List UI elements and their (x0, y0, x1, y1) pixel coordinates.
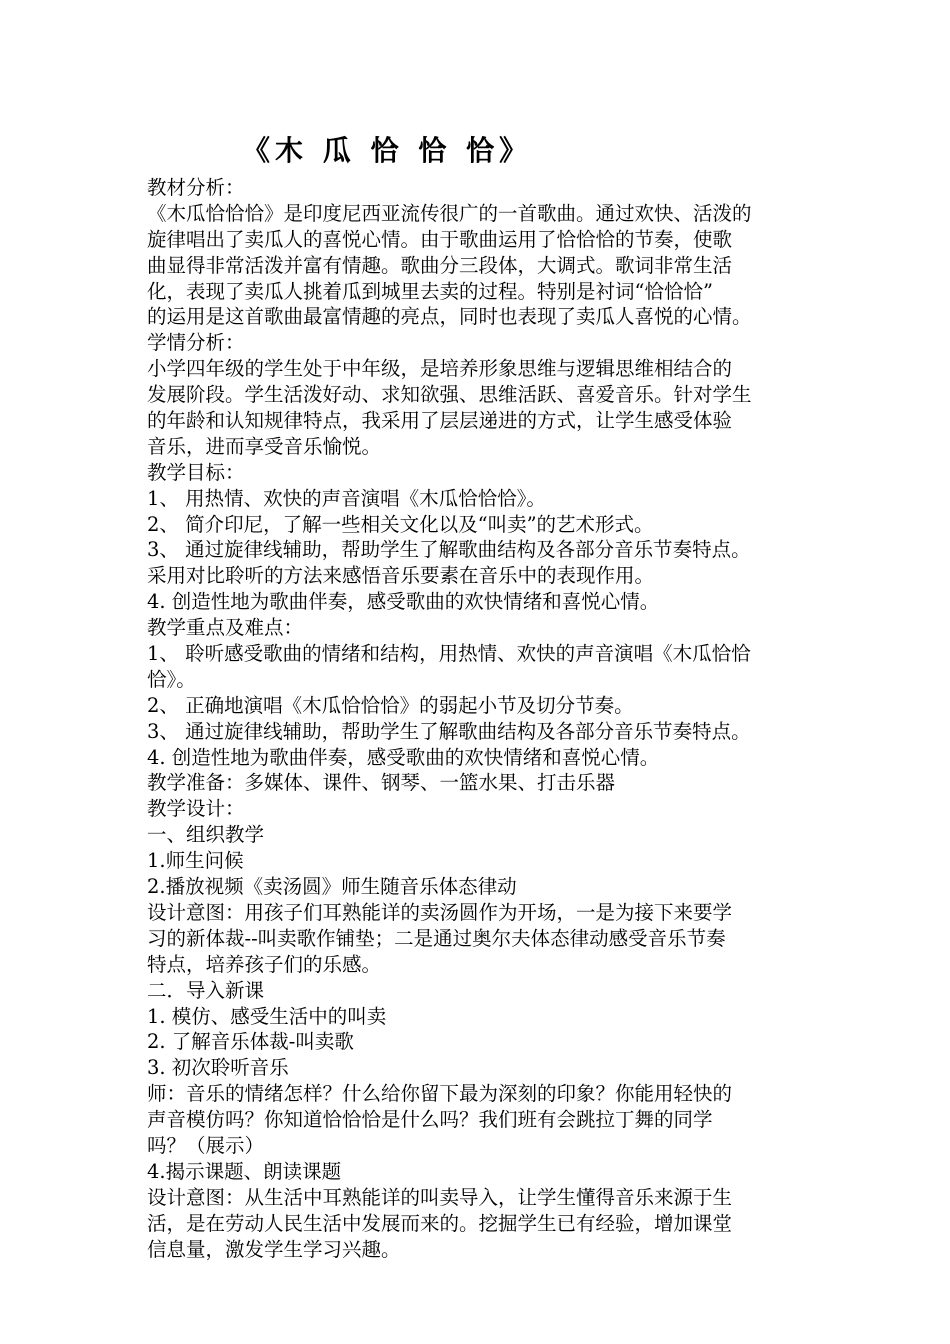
text-line: 1.师生问候 (147, 849, 244, 873)
text-line: 教学准备：多媒体、课件、钢琴、一篮水果、打击乐器 (147, 771, 616, 795)
text-line: 小学四年级的学生处于中年级，是培养形象思维与逻辑思维相结合的 (147, 357, 733, 381)
text-line: 吗？（展示） (147, 1133, 265, 1157)
text-line: 4. 创造性地为歌曲伴奏，感受歌曲的欢快情绪和喜悦心情。 (147, 590, 660, 614)
text-line: 《木瓜恰恰恰》是印度尼西亚流传很广的一首歌曲。通过欢快、活泼的 (147, 201, 752, 225)
text-line: 3、 通过旋律线辅助，帮助学生了解歌曲结构及各部分音乐节奏特点。 (147, 538, 751, 562)
text-line: 教学重点及难点： (147, 616, 304, 640)
text-line: 化，表现了卖瓜人挑着瓜到城里去卖的过程。特别是衬词“恰恰恰” (147, 279, 713, 303)
text-line: 一、组织教学 (147, 823, 265, 847)
text-line: 1、 用热情、欢快的声音演唱《木瓜恰恰恰》。 (147, 486, 546, 510)
text-line: 2、 正确地演唱《木瓜恰恰恰》的弱起小节及切分节奏。 (147, 693, 634, 717)
text-line: 设计意图：从生活中耳熟能详的叫卖导入，让学生懂得音乐来源于生 (147, 1185, 733, 1209)
text-line: 4.揭示课题、朗读课题 (147, 1159, 342, 1183)
text-line: 采用对比聆听的方法来感悟音乐要素在音乐中的表现作用。 (147, 564, 655, 588)
text-line: 音乐，进而享受音乐愉悦。 (147, 434, 382, 458)
text-line: 习的新体裁--叫卖歌作铺垫；二是通过奥尔夫体态律动感受音乐节奏 (147, 926, 726, 950)
text-line: 师：音乐的情绪怎样？什么给你留下最为深刻的印象？你能用轻快的 (147, 1082, 733, 1106)
text-line: 的年龄和认知规律特点，我采用了层层递进的方式，让学生感受体验 (147, 409, 733, 433)
text-line: 3. 初次聆听音乐 (147, 1056, 289, 1080)
text-line: 曲显得非常活泼并富有情趣。歌曲分三段体，大调式。歌词非常生活 (147, 253, 733, 277)
text-line: 4. 创造性地为歌曲伴奏，感受歌曲的欢快情绪和喜悦心情。 (147, 745, 660, 769)
text-line: 发展阶段。学生活泼好动、求知欲强、思维活跃、喜爱音乐。针对学生 (147, 383, 752, 407)
text-line: 特点，培养孩子们的乐感。 (147, 952, 382, 976)
text-line: 恰》。 (147, 667, 196, 691)
text-line: 声音模仿吗？你知道恰恰恰是什么吗？我们班有会跳拉丁舞的同学 (147, 1108, 713, 1132)
text-line: 二．导入新课 (147, 978, 265, 1002)
text-line: 3、 通过旋律线辅助，帮助学生了解歌曲结构及各部分音乐节奏特点。 (147, 719, 751, 743)
text-line: 旋律唱出了卖瓜人的喜悦心情。由于歌曲运用了恰恰恰的节奏，使歌 (147, 227, 733, 251)
text-line: 2. 了解音乐体裁-叫卖歌 (147, 1030, 354, 1054)
text-line: 信息量，激发学生学习兴趣。 (147, 1237, 401, 1261)
text-line: 活，是在劳动人民生活中发展而来的。挖掘学生已有经验，增加课堂 (147, 1211, 733, 1235)
text-line: 2.播放视频《卖汤圆》师生随音乐体态律动 (147, 875, 517, 899)
text-line: 教学设计： (147, 797, 245, 821)
text-line: 2、 简介印尼，了解一些相关文化以及“叫卖”的艺术形式。 (147, 512, 654, 536)
text-line: 的运用是这首歌曲最富情趣的亮点，同时也表现了卖瓜人喜悦的心情。 (147, 305, 752, 329)
text-line: 学情分析： (147, 331, 245, 355)
document-body (147, 175, 837, 1262)
document-title: 《木 瓜 恰 恰 恰》 (242, 134, 532, 167)
text-line: 教学目标： (147, 460, 245, 484)
text-line: 设计意图：用孩子们耳熟能详的卖汤圆作为开场，一是为接下来要学 (147, 900, 733, 924)
text-line: 1、 聆听感受歌曲的情绪和结构，用热情、欢快的声音演唱《木瓜恰恰 (147, 642, 751, 666)
text-line: 1. 模仿、感受生活中的叫卖 (147, 1004, 387, 1028)
text-line: 教材分析： (147, 176, 245, 199)
